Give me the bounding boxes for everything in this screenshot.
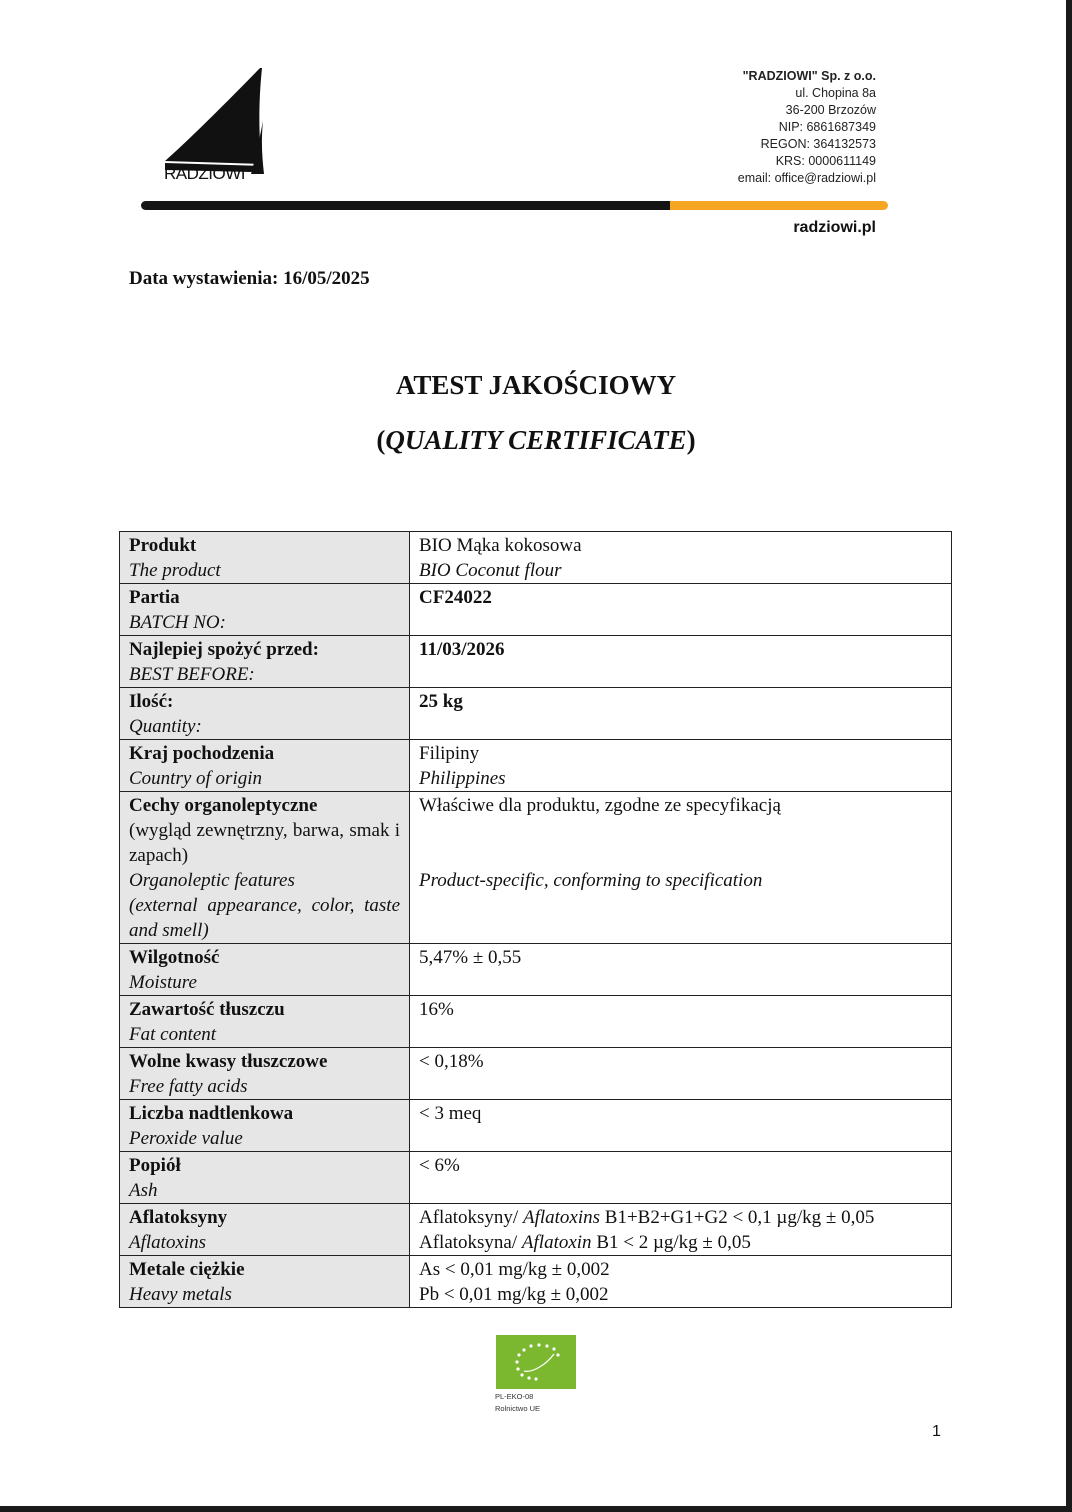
address-email: email: office@radziowi.pl [737,171,876,185]
eu-organic-code: PL-EKO-08 [495,1392,534,1401]
row-label: Najlepiej spożyć przed: BEST BEFORE: [120,636,410,688]
table-row [120,688,952,740]
table-row [120,636,952,688]
eu-organic-text: Rolnictwo UE [495,1404,541,1413]
row-label: Ilość: Quantity: [120,688,410,740]
row-label: Kraj pochodzenia Country of origin [120,740,410,792]
document-title: ATEST JAKOŚCIOWY [395,370,677,400]
row-value: 11/03/2026 [410,636,952,688]
row-label: Wolne kwasy tłuszczowe Free fatty acids [120,1048,410,1100]
row-value: As < 0,01 mg/kg ± 0,002 Pb < 0,01 mg/kg ± 0,002 [410,1256,952,1308]
company-address [738,68,876,187]
row-label: Wilgotność Moisture [120,944,410,996]
row-value: Właściwe dla produktu, zgodne ze specyfikacją Product-specific, conforming to specification [410,792,952,944]
table-row [120,1256,952,1308]
header-divider-dark [141,201,675,210]
table-row [120,792,952,944]
address-street: ul. Chopina 8a [795,86,876,100]
row-value: < 6% [410,1152,952,1204]
row-value: 16% [410,996,952,1048]
issue-date: Data wystawienia: 16/05/2025 [129,268,370,289]
row-value: < 0,18% [410,1048,952,1100]
row-value: Aflatoksyny/ Aflatoxins B1+B2+G1+G2 < 0,1 µg/kg ± 0,05 Aflatoksyna/ Aflatoxin B1 < 2 µg/kg ± 0,05 [410,1204,952,1256]
address-regon: REGON: 364132573 [760,137,876,151]
row-value: 5,47% ± 0,55 [410,944,952,996]
table-row [120,1048,952,1100]
table-row [120,944,952,996]
table-row [120,532,952,584]
row-value: 25 kg [410,688,952,740]
logo-text: RADZIOWI [164,164,245,183]
table-row [120,996,952,1048]
row-value: CF24022 [410,584,952,636]
row-label: Popiół Ash [120,1152,410,1204]
table-row [120,1204,952,1256]
document-subtitle: (QUALITY CERTIFICATE) [376,425,696,455]
eu-organic-leaf-icon [496,1335,576,1389]
row-label: Metale ciężkie Heavy metals [120,1256,410,1308]
row-label: Liczba nadtlenkowa Peroxide value [120,1100,410,1152]
address-nip: NIP: 6861687349 [778,120,876,134]
row-label: Zawartość tłuszczu Fat content [120,996,410,1048]
company-name: "RADZIOWI" Sp. z o.o. [742,69,876,83]
table-row [120,740,952,792]
address-city: 36-200 Brzozów [785,103,876,117]
page-number: 1 [932,1423,941,1440]
row-value: BIO Mąka kokosowa BIO Coconut flour [410,532,952,584]
row-value: Filipiny Philippines [410,740,952,792]
row-value: < 3 meq [410,1100,952,1152]
website-link[interactable]: radziowi.pl [793,219,876,236]
address-krs: KRS: 0000611149 [775,154,876,168]
table-row [120,1152,952,1204]
certificate-table [119,531,952,1308]
row-label: Partia BATCH NO: [120,584,410,636]
header-divider-accent [670,201,888,210]
row-label: Aflatoksyny Aflatoxins [120,1204,410,1256]
row-label: Produkt The product [120,532,410,584]
table-row [120,1100,952,1152]
row-label: Cechy organoleptyczne (wygląd zewnętrzny, barwa, smak i zapach) Organoleptic features (external appearance, color, taste and smell) [120,792,410,944]
table-row [120,584,952,636]
